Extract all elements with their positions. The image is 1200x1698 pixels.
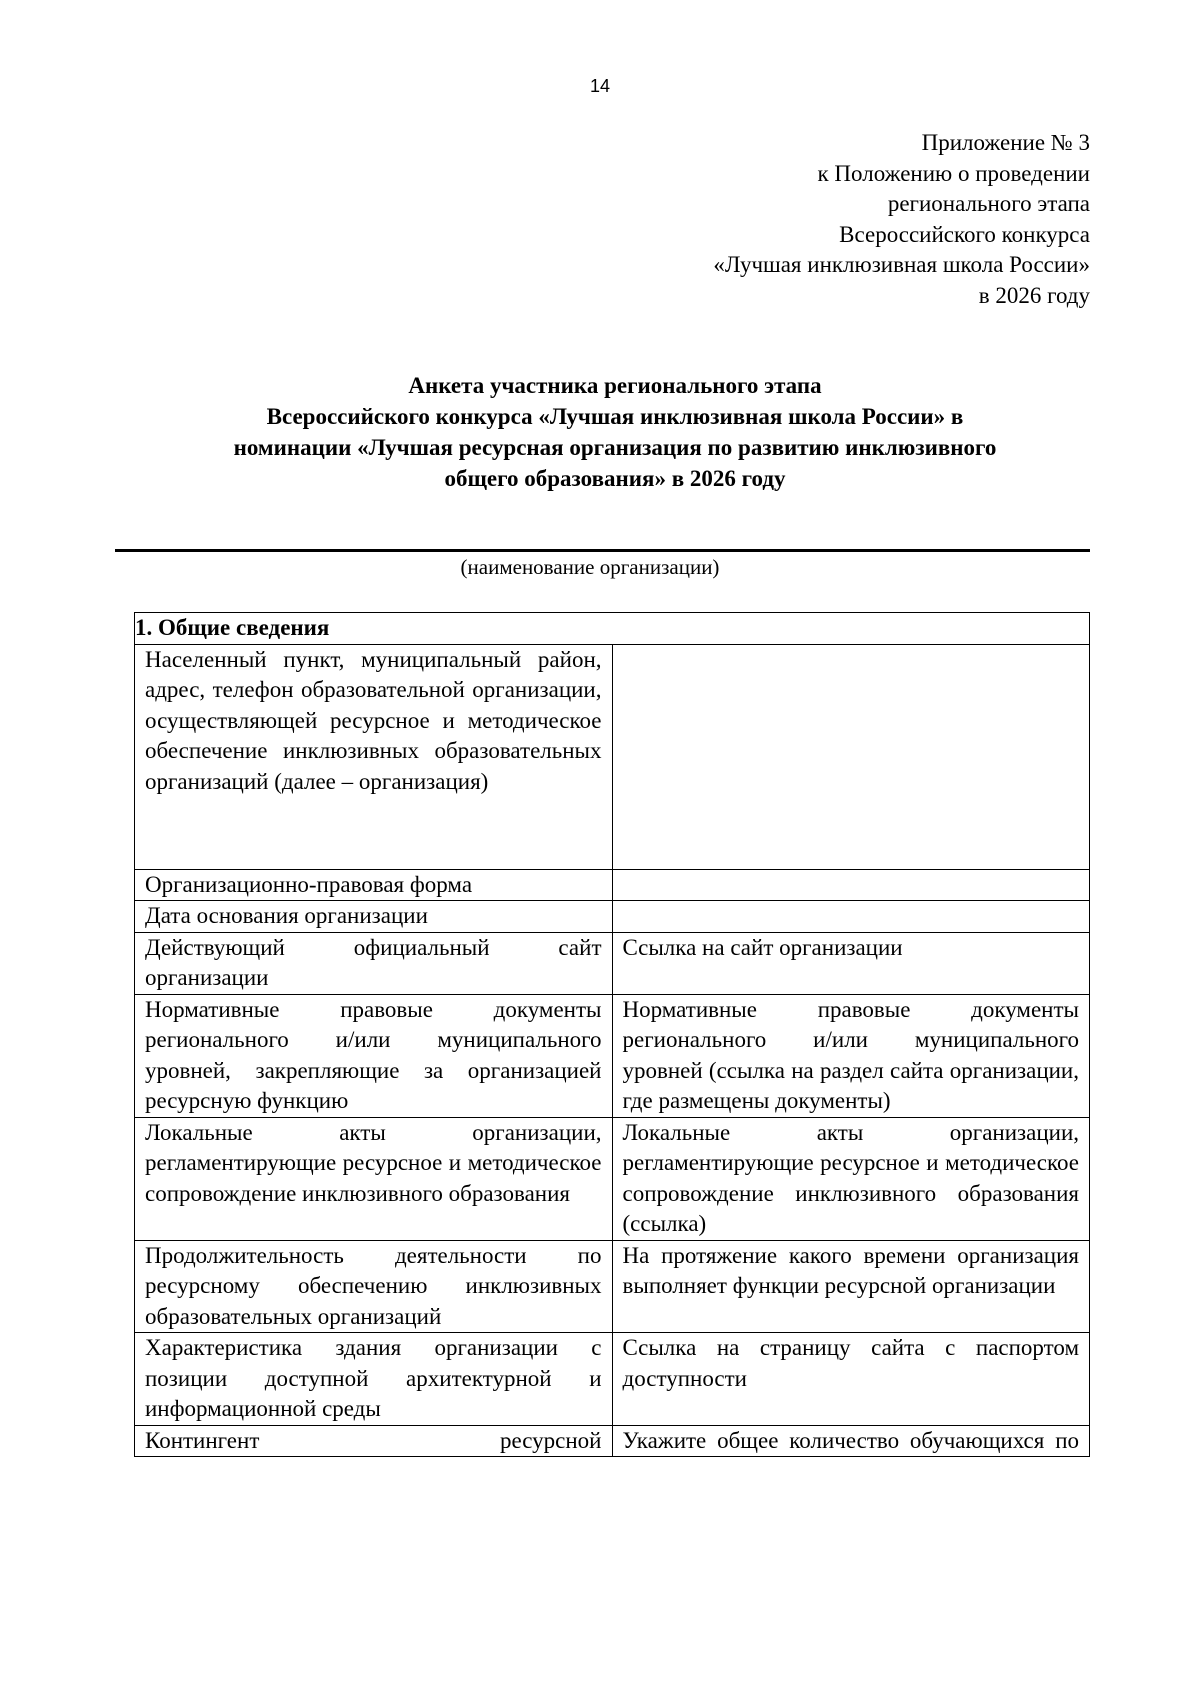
table-row (135, 901, 1090, 933)
appendix-line: Всероссийского конкурса (839, 221, 1090, 247)
title-line: номинации «Лучшая ресурсная организация по развитию инклюзивного (233, 435, 997, 460)
row-label: Контингент ресурсной (135, 1425, 613, 1457)
row-label: Действующий официальный сайт организации (135, 932, 613, 994)
table-row (135, 644, 1090, 869)
organization-name-caption: (наименование организации) (460, 555, 720, 579)
row-value[interactable]: Нормативные правовые документы регионального и/или муниципального уровней (ссылка на раздел сайта организации, где размещены документы) (612, 994, 1090, 1117)
row-value[interactable]: На протяжение какого времени организация выполняет функции ресурсной организации (612, 1240, 1090, 1333)
row-label: Населенный пункт, муниципальный район, адрес, телефон образовательной организации, осуществляющей ресурсное и методическое обеспечение инклюзивных образовательных организаций (далее – организация) (135, 644, 613, 869)
appendix-line: «Лучшая инклюзивная школа России» (713, 252, 1090, 277)
survey-table (134, 612, 1090, 1457)
table-row (135, 869, 1090, 901)
row-value[interactable] (612, 901, 1090, 933)
organization-name-line (115, 549, 1090, 552)
row-label: Дата основания организации (135, 901, 613, 933)
page-number: 14 (589, 76, 611, 96)
appendix-line: регионального этапа (887, 191, 1090, 216)
appendix-line: в 2026 году (978, 282, 1090, 308)
appendix-line: Приложение № 3 (921, 130, 1090, 155)
table-row (135, 1240, 1090, 1333)
row-value[interactable]: Ссылка на сайт организации (612, 932, 1090, 994)
appendix-line: к Положению о проведении (817, 160, 1090, 186)
table-row (135, 1117, 1090, 1240)
title-line: Всероссийского конкурса «Лучшая инклюзивная школа России» в (266, 404, 964, 429)
row-value[interactable] (612, 869, 1090, 901)
table-row (135, 1425, 1090, 1457)
row-value[interactable]: Укажите общее количество обучающихся по (612, 1425, 1090, 1457)
table-row (135, 994, 1090, 1117)
row-value[interactable] (612, 644, 1090, 869)
table-row (135, 1333, 1090, 1426)
row-label: Нормативные правовые документы регионального и/или муниципального уровней, закрепляющие за организацией ресурсную функцию (135, 994, 613, 1117)
row-value[interactable]: Локальные акты организации, регламентирующие ресурсное и методическое сопровождение инклюзивного образования (ссылка) (612, 1117, 1090, 1240)
row-value[interactable]: Ссылка на страницу сайта с паспортом доступности (612, 1333, 1090, 1426)
row-label: Характеристика здания организации с позиции доступной архитектурной и информационной среды (135, 1333, 613, 1426)
row-label: Организационно-правовая форма (135, 869, 613, 901)
row-label: Продолжительность деятельности по ресурсному обеспечению инклюзивных образовательных организаций (135, 1240, 613, 1333)
table-row (135, 932, 1090, 994)
section-header-row (135, 613, 1090, 645)
document-title (120, 370, 1110, 494)
row-label: Локальные акты организации, регламентирующие ресурсное и методическое сопровождение инклюзивного образования (135, 1117, 613, 1240)
title-line: общего образования» в 2026 году (444, 466, 786, 491)
title-line: Анкета участника регионального этапа (408, 373, 822, 398)
section-title: 1. Общие сведения (135, 613, 1090, 645)
appendix-header (713, 128, 1090, 311)
